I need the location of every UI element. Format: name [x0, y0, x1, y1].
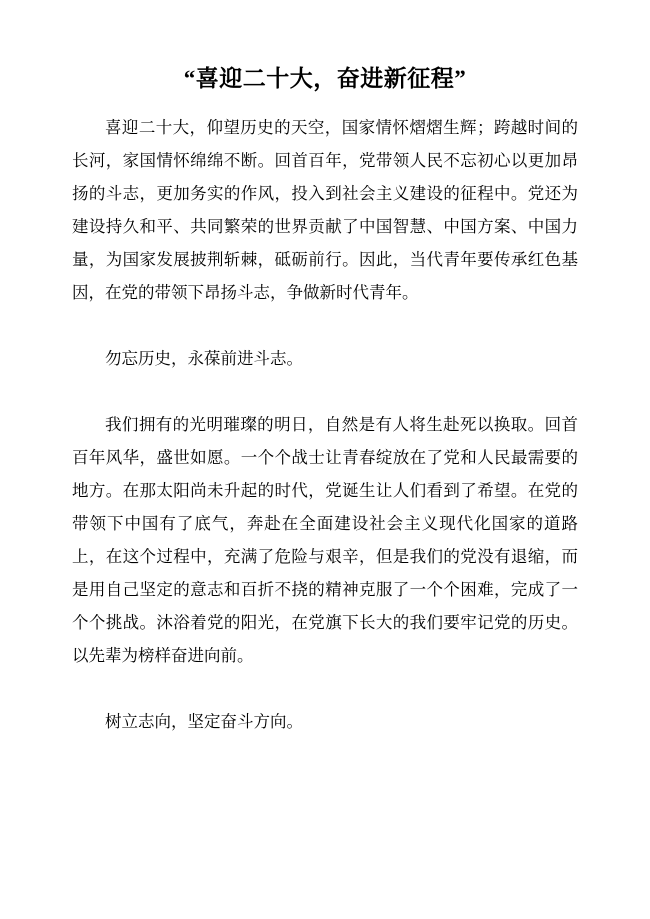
body-paragraph-2: 勿忘历史，永葆前进斗志。 [105, 348, 303, 368]
body-paragraph-3: 我们拥有的光明璀璨的明日，自然是有人将生赴死以换取。回首百年风华，盛世如愿。一个个战士让青春绽放在了党和人民最需要的地方。在那太阳尚未升起的时代，党诞生让人们看到了希望。在党的带领下中国有了底气，奔赴在全面建设社会主义现代化国家的道路上，在这个过程中，充满了危险与艰辛，但是我们的党没有退缩，而是用自己坚定的意志和百折不挠的精神克服了一个个困难，完成了一个个挑战。沐浴着党的阳光，在党旗下长大的我们要牢记党的历史。以先辈为榜样奋进向前。 [72, 414, 578, 665]
body-paragraph-1: 喜迎二十大，仰望历史的天空，国家情怀熠熠生辉；跨越时间的长河，家国情怀绵绵不断。回首百年，党带领人民不忘初心以更加昂扬的斗志，更加务实的作风，投入到社会主义建设的征程中。党还为建设持久和平、共同繁荣的世界贡献了中国智慧、中国方案、中国力量，为国家发展披荆斩棘，砥砺前行。因此，当代青年要传承红色基因，在党的带领下昂扬斗志，争做新时代青年。 [72, 117, 578, 302]
body-paragraph-4: 树立志向，坚定奋斗方向。 [105, 711, 303, 731]
paragraph-spacer-1 [72, 309, 578, 342]
paragraph-spacer-2 [72, 375, 578, 408]
paragraph-spacer-3 [72, 672, 578, 705]
page-title: “喜迎二十大，奋进新征程” [183, 66, 467, 91]
